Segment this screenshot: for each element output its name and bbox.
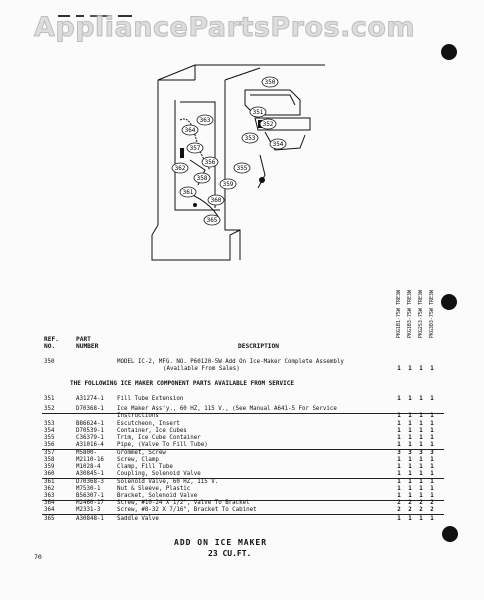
callout-label: 352 [262, 121, 274, 128]
watermark: AppliancePartsPros.com [34, 12, 416, 43]
part-number-cell: B86624-1 [76, 421, 104, 427]
table-row [44, 421, 444, 428]
qty-cell: 1 [397, 516, 401, 522]
table-row [44, 435, 444, 442]
qty-cell: 1 [430, 464, 434, 470]
ref-cell: 359 [44, 464, 55, 470]
description-cell: Pipe, (Valve To Fill Tube) [117, 442, 208, 448]
qty-cell: 1 [397, 479, 401, 485]
qty-cell: 1 [408, 428, 412, 434]
part-number-cell: D70539-1 [76, 428, 104, 434]
table-row [44, 442, 444, 449]
qty-cell: 3 [430, 450, 434, 456]
table-row [44, 428, 444, 435]
qty-cell: 2 [419, 507, 423, 513]
description-cell: Screw, #8-32 X 7/16", Bracket To Cabinet [117, 507, 257, 513]
ref-cell: 352 [44, 406, 55, 412]
description-cell: Trim, Ice Cube Container [117, 435, 201, 441]
qty-cell: 1 [397, 471, 401, 477]
qty-cell: 1 [430, 479, 434, 485]
description-cell: Saddle Valve [117, 516, 159, 522]
table-row [44, 486, 444, 493]
callout-label: 350 [264, 79, 276, 86]
part-number-cell: M7530-1 [76, 486, 101, 492]
description-cell: Container, Ice Cubes [117, 428, 187, 434]
description-cell: Escutcheon, Insert [117, 421, 180, 427]
qty-cell: 1 [408, 479, 412, 485]
qty-cell: 1 [408, 471, 412, 477]
column-head-1: PKG1B1-75W TRE3W [396, 290, 402, 339]
qty-cell: 1 [397, 435, 401, 441]
callout-label: 365 [206, 217, 218, 224]
callout-label: 351 [252, 109, 264, 116]
qty-cell: 1 [397, 464, 401, 470]
qty-cell: 1 [430, 435, 434, 441]
ref-cell: 354 [44, 428, 55, 434]
table-row [44, 516, 444, 523]
qty-cell: 1 [419, 366, 423, 372]
callout-label: 364 [184, 127, 196, 134]
description-cell: MODEL IC-2, MFG. NO. P60120-5W Add On Ice-Maker Complete Assembly [117, 359, 344, 365]
qty-cell: 2 [419, 500, 423, 506]
qty-cell: 1 [397, 442, 401, 448]
page-title: ADD ON ICE MAKER [174, 538, 268, 547]
description-cell: Instructions [117, 413, 159, 419]
ref-cell: 362 [44, 486, 55, 492]
page-subtitle: 23 CU.FT. [208, 549, 252, 558]
qty-cell: 1 [397, 457, 401, 463]
table-row [44, 457, 444, 464]
callout-label: 356 [204, 159, 216, 166]
qty-cell: 1 [419, 464, 423, 470]
description-cell: Clamp, Fill Tube [117, 464, 173, 470]
callout-label: 358 [196, 175, 208, 182]
ref-cell: 350 [44, 359, 55, 365]
ref-header-line1: REF. [44, 336, 59, 343]
ref-cell: 353 [44, 421, 55, 427]
column-head-3: PKG2S3-75W TRE3W [418, 290, 424, 339]
qty-cell: 1 [397, 421, 401, 427]
callout-label: 355 [236, 165, 248, 172]
column-head-2: PKG1B3-75W TRE3W [407, 290, 413, 339]
table-row [44, 406, 444, 413]
callout-label: 357 [189, 145, 201, 152]
callout-label: 360 [210, 197, 222, 204]
top-scan-mark [58, 4, 138, 9]
qty-cell: 3 [397, 450, 401, 456]
qty-cell: 1 [397, 486, 401, 492]
ref-header-line2: NO. [44, 343, 56, 350]
qty-cell: 1 [430, 457, 434, 463]
callout-label: 354 [272, 141, 284, 148]
qty-cell: 1 [419, 396, 423, 402]
qty-cell: 1 [397, 428, 401, 434]
qty-cell: 1 [419, 435, 423, 441]
qty-cell: 1 [430, 396, 434, 402]
table-row [44, 464, 444, 471]
exploded-parts-diagram [150, 60, 325, 270]
qty-cell: 2 [430, 500, 434, 506]
qty-cell: 1 [430, 493, 434, 499]
row-divider [42, 514, 444, 515]
part-number-cell: A31274-1 [76, 396, 104, 402]
qty-cell: 1 [408, 516, 412, 522]
section-note: THE FOLLOWING ICE MAKER COMPONENT PARTS AVAILABLE FROM SERVICE [70, 380, 294, 387]
qty-cell: 2 [408, 507, 412, 513]
qty-cell: 1 [408, 413, 412, 419]
ref-header [44, 336, 59, 350]
qty-cell: 1 [419, 413, 423, 419]
qty-cell: 1 [419, 442, 423, 448]
description-cell: Grommet, Screw [117, 450, 166, 456]
ref-cell: 365 [44, 516, 55, 522]
qty-cell: 1 [430, 366, 434, 372]
model-column-headers [395, 290, 445, 350]
binder-hole-bottom [442, 526, 458, 542]
part-number-cell: A30848-1 [76, 516, 104, 522]
callout-label: 353 [244, 135, 256, 142]
qty-cell: 1 [419, 457, 423, 463]
qty-cell: 1 [397, 493, 401, 499]
part-number-cell: B56307-1 [76, 493, 104, 499]
table-row [44, 507, 444, 514]
part-number-cell: M5800- [76, 450, 97, 456]
qty-cell: 1 [419, 479, 423, 485]
ref-cell: 361 [44, 479, 55, 485]
part-number-cell: A30845-1 [76, 471, 104, 477]
qty-cell: 1 [408, 396, 412, 402]
qty-cell: 1 [419, 421, 423, 427]
availability-note: (Available From Sales) [163, 366, 240, 372]
ref-cell: 355 [44, 435, 55, 441]
qty-cell: 3 [408, 450, 412, 456]
qty-cell: 1 [397, 396, 401, 402]
callout-label: 359 [222, 181, 234, 188]
ref-cell: 351 [44, 396, 55, 402]
table-row [44, 493, 444, 500]
description-cell: Coupling, Solenoid Valve [117, 471, 201, 477]
ref-cell: 360 [44, 471, 55, 477]
column-head-4: PKG3D3-75W TRE3W [429, 290, 435, 339]
qty-cell: 1 [430, 471, 434, 477]
qty-cell: 1 [408, 464, 412, 470]
qty-cell: 1 [408, 442, 412, 448]
qty-cell: 1 [397, 366, 401, 372]
part-number-cell: D70368-3 [76, 479, 104, 485]
qty-cell: 1 [430, 442, 434, 448]
qty-cell: 1 [430, 413, 434, 419]
qty-cell: 1 [408, 366, 412, 372]
qty-cell: 1 [397, 413, 401, 419]
qty-cell: 1 [408, 493, 412, 499]
description-cell: Bracket, Solenoid Valve [117, 493, 198, 499]
qty-cell: 1 [408, 486, 412, 492]
callout-label: 361 [182, 189, 194, 196]
qty-cell: 1 [408, 435, 412, 441]
qty-cell: 1 [419, 516, 423, 522]
part-header [76, 336, 98, 350]
table-row [44, 413, 444, 420]
ref-cell: 358 [44, 457, 55, 463]
qty-cell: 2 [408, 500, 412, 506]
qty-cell: 1 [430, 421, 434, 427]
qty-cell: 1 [419, 493, 423, 499]
part-number-cell: M2331-3 [76, 507, 101, 513]
part-number-cell: C36379-1 [76, 435, 104, 441]
table-row [44, 500, 444, 507]
description-cell: Ice Maker Ass'y., 60 HZ, 115 V., (See Manual A641-5 For Service [117, 406, 337, 412]
ref-cell: 363 [44, 493, 55, 499]
ref-cell: 357 [44, 450, 55, 456]
ref-cell: 356 [44, 442, 55, 448]
qty-cell: 1 [419, 486, 423, 492]
qty-cell: 2 [430, 507, 434, 513]
part-header-line1: PART [76, 336, 91, 343]
description-cell: Solenoid Valve, 60 HZ, 115 V. [117, 479, 219, 485]
qty-cell: 1 [430, 516, 434, 522]
ref-cell: 364 [44, 507, 55, 513]
description-cell: Screw, Clamp [117, 457, 159, 463]
part-number-cell: M2460-17 [76, 500, 104, 506]
ref-cell: 364 [44, 500, 55, 506]
part-number-cell: M1028-4 [76, 464, 101, 470]
part-number-cell: D70368-1 [76, 406, 104, 412]
description-cell: Nut & Sleeve, Plastic [117, 486, 191, 492]
qty-cell: 1 [408, 457, 412, 463]
page-number: 70 [34, 553, 42, 561]
part-header-line2: NUMBER [76, 343, 99, 350]
part-number-cell: M2110-16 [76, 457, 104, 463]
callout-label: 363 [199, 117, 211, 124]
callout-label: 362 [174, 165, 186, 172]
qty-cell: 1 [430, 428, 434, 434]
qty-cell: 2 [397, 500, 401, 506]
qty-cell: 3 [419, 450, 423, 456]
description-cell: Fill Tube Extension [117, 396, 184, 402]
table-row [44, 471, 444, 478]
qty-cell: 1 [430, 486, 434, 492]
qty-cell: 1 [408, 421, 412, 427]
binder-hole-top [441, 44, 457, 60]
qty-cell: 2 [397, 507, 401, 513]
description-header: DESCRIPTION [238, 343, 279, 350]
table-row [44, 450, 444, 457]
description-cell: Screw, #10-24 X 1/2", Valve To Bracket [117, 500, 250, 506]
table-row [44, 479, 444, 486]
qty-cell: 1 [419, 471, 423, 477]
part-number-cell: A31016-4 [76, 442, 104, 448]
table-row [44, 396, 444, 403]
qty-cell: 1 [419, 428, 423, 434]
